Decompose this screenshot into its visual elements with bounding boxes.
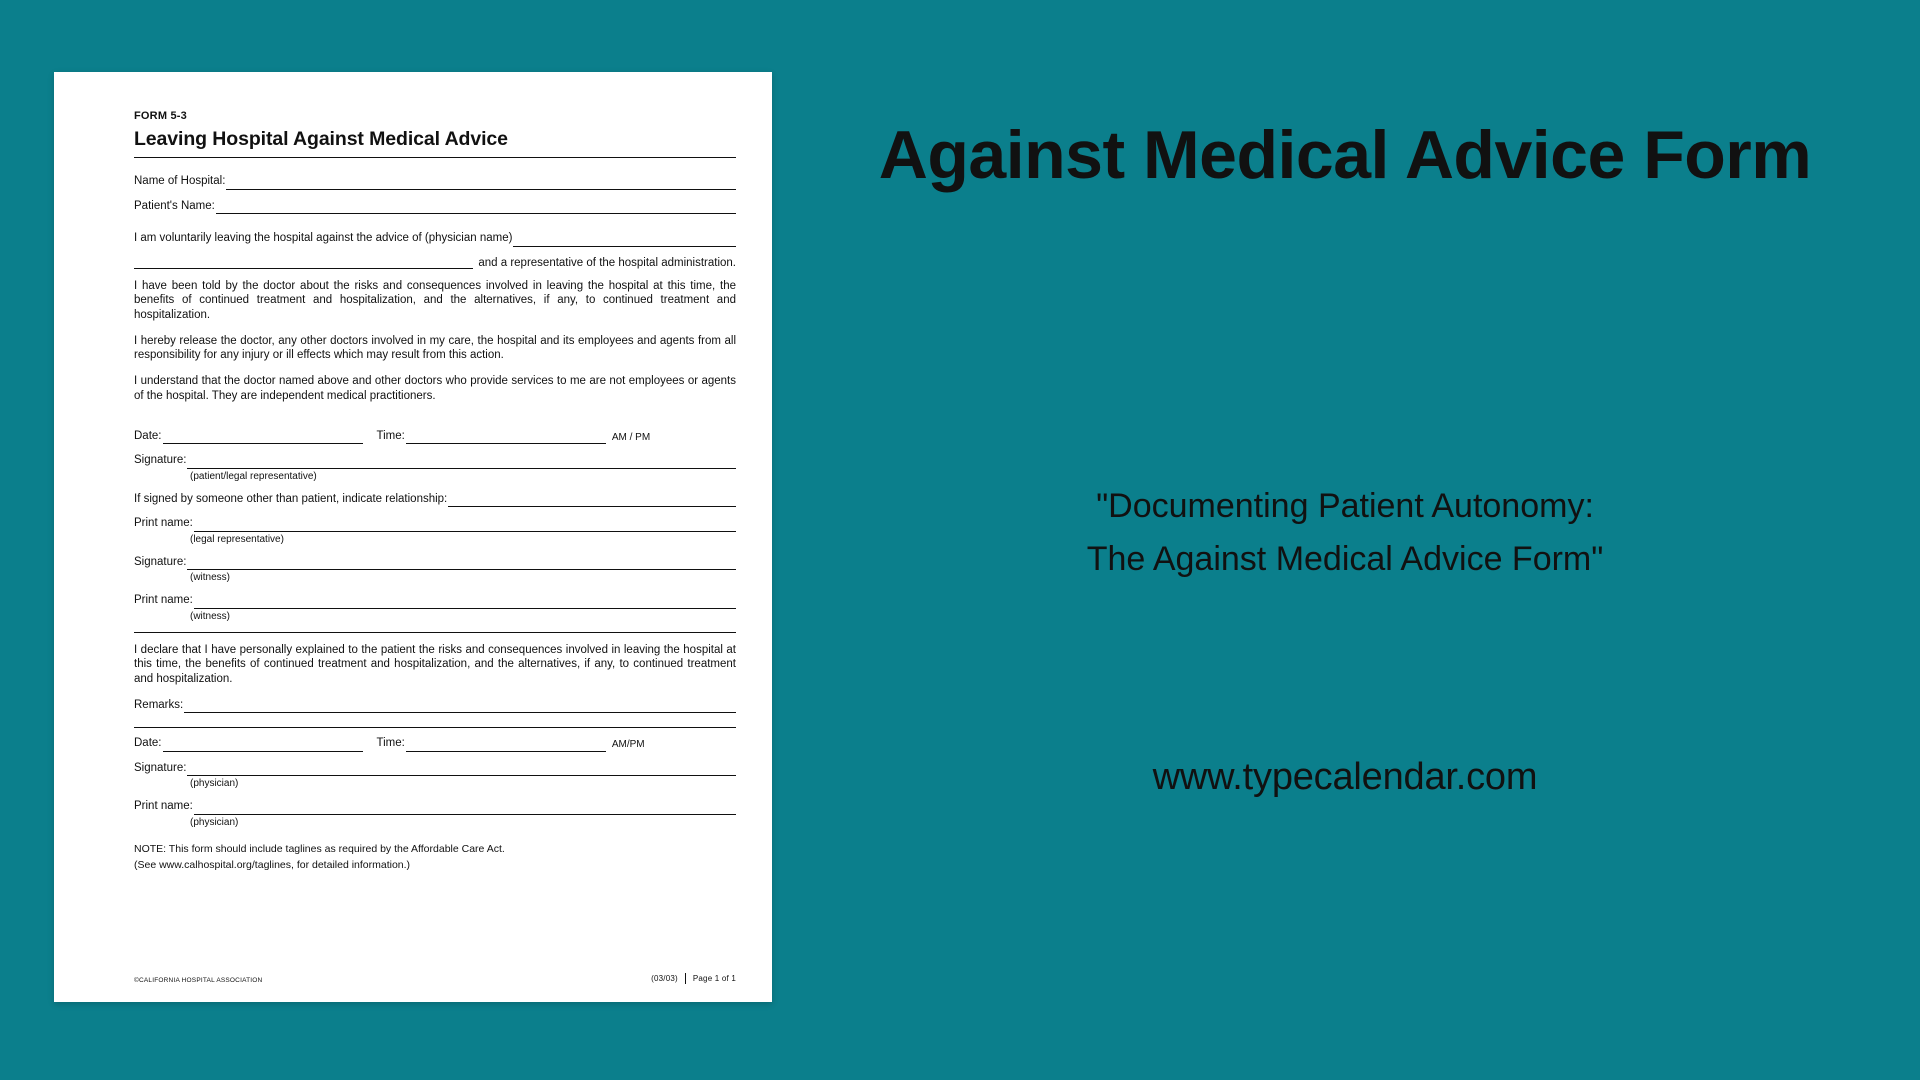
panel-subhead-line-2: The Against Medical Advice Form" (1086, 540, 1604, 579)
witness-print-blank[interactable] (194, 597, 736, 609)
witness-print-row[interactable] (134, 593, 736, 609)
form-content (134, 110, 736, 984)
legal-rep-print-label: Print name: (134, 517, 193, 530)
panel-subhead (830, 480, 1860, 585)
remarks-blank-1[interactable] (184, 701, 736, 713)
patient-name-blank[interactable] (216, 202, 736, 214)
physician-signature-label: Signature: (134, 761, 187, 774)
legal-rep-print-row[interactable] (134, 516, 736, 532)
form-footer (134, 973, 736, 984)
section-divider (134, 632, 736, 633)
patient-signature-label: Signature: (134, 454, 187, 467)
form-note-line-2: (See www.calhospital.org/taglines, for detailed information.) (134, 859, 411, 872)
hospital-name-blank[interactable] (226, 178, 736, 190)
risks-paragraph: I have been told by the doctor about the risks and consequences involved in leaving the hospital at this time, the benefits of continued treatment and hospitalization, and the alternatives, if any, to continued treatment and hospitalization. (134, 279, 736, 321)
hospital-name-label: Name of Hospital: (134, 175, 226, 187)
form-title: Leaving Hospital Against Medical Advice (134, 128, 508, 150)
footer-copyright: ©CALIFORNIA HOSPITAL ASSOCIATION (134, 977, 263, 984)
physician-print-blank[interactable] (194, 803, 736, 815)
patient-date-time-row[interactable] (134, 429, 736, 445)
patient-date-blank[interactable] (163, 432, 363, 444)
remarks-row[interactable] (134, 698, 736, 714)
footer-page-number: Page 1 of 1 (692, 974, 736, 983)
remarks-blank-2[interactable] (134, 715, 736, 728)
hospital-rep-blank[interactable] (134, 256, 473, 269)
patient-time-label: Time: (376, 429, 405, 442)
legal-rep-print-note: (legal representative) (190, 533, 284, 545)
physician-signature-blank[interactable] (187, 764, 736, 776)
form-document (54, 72, 772, 1002)
witness-print-note: (witness) (190, 610, 231, 622)
patient-signature-note: (patient/legal representative) (190, 470, 317, 482)
voluntary-statement-text: I am voluntarily leaving the hospital against the advice of (physician name) (134, 232, 513, 245)
witness-signature-note: (witness) (190, 572, 231, 584)
relationship-row[interactable] (134, 492, 736, 508)
patient-name-field[interactable] (134, 199, 736, 215)
relationship-blank[interactable] (448, 495, 736, 507)
footer-divider-icon (685, 973, 686, 984)
title-divider (134, 157, 736, 158)
patient-time-blank[interactable] (406, 432, 606, 444)
form-number: FORM 5-3 (134, 110, 187, 122)
physician-print-label: Print name: (134, 800, 193, 813)
patient-signature-row[interactable] (134, 453, 736, 469)
physician-declaration-paragraph: I declare that I have personally explained to the patient the risks and consequences involved in leaving the hospital at this time, the benefits of continued treatment and hospitalization, and the alternatives, if any, to continued treatment and hospitalization. (134, 643, 736, 686)
release-paragraph: I hereby release the doctor, any other doctors involved in my care, the hospital and its employees and agents from all responsibility for any injury or ill effects which may result from this action. (134, 334, 736, 362)
physician-ampm-label: AM/PM (611, 739, 645, 751)
hospital-name-field[interactable] (134, 174, 736, 190)
legal-rep-print-blank[interactable] (194, 520, 736, 532)
patient-name-label: Patient's Name: (134, 199, 215, 212)
promo-panel (830, 72, 1860, 1002)
patient-signature-blank[interactable] (187, 457, 736, 469)
footer-page-info (651, 973, 736, 984)
patient-date-label: Date: (134, 429, 162, 442)
physician-time-blank[interactable] (406, 740, 606, 752)
remarks-label: Remarks: (134, 698, 184, 711)
physician-date-blank[interactable] (163, 740, 363, 752)
physician-date-label: Date: (134, 737, 162, 750)
physician-date-time-row[interactable] (134, 736, 736, 752)
physician-print-note: (physician) (190, 816, 239, 828)
voluntary-statement-line[interactable] (134, 231, 736, 247)
physician-print-row[interactable] (134, 799, 736, 815)
physician-signature-note: (physician) (190, 778, 239, 790)
footer-revision: (03/03) (651, 974, 678, 983)
witness-signature-label: Signature: (134, 555, 187, 568)
physician-time-label: Time: (376, 737, 405, 750)
voluntary-statement-continuation[interactable] (134, 256, 736, 269)
independent-practitioners-paragraph: I understand that the doctor named above and other doctors who provide services to me are not employees or agents of the hospital. They are independent medical practitioners. (134, 375, 736, 402)
hospital-rep-text: and a representative of the hospital administration. (478, 256, 736, 269)
physician-signature-row[interactable] (134, 761, 736, 777)
panel-subhead-line-1: "Documenting Patient Autonomy: (1096, 487, 1594, 526)
physician-name-blank[interactable] (513, 235, 736, 247)
form-note-line-1: NOTE: This form should include taglines as required by the Affordable Care Act. (134, 842, 505, 855)
witness-signature-row[interactable] (134, 555, 736, 571)
witness-print-label: Print name: (134, 594, 193, 607)
patient-ampm-label: AM / PM (611, 431, 651, 443)
witness-signature-blank[interactable] (187, 558, 736, 570)
panel-website[interactable]: www.typecalendar.com (1152, 755, 1538, 798)
panel-headline: Against Medical Advice Form (878, 117, 1812, 193)
relationship-label: If signed by someone other than patient, indicate relationship: (134, 492, 448, 505)
